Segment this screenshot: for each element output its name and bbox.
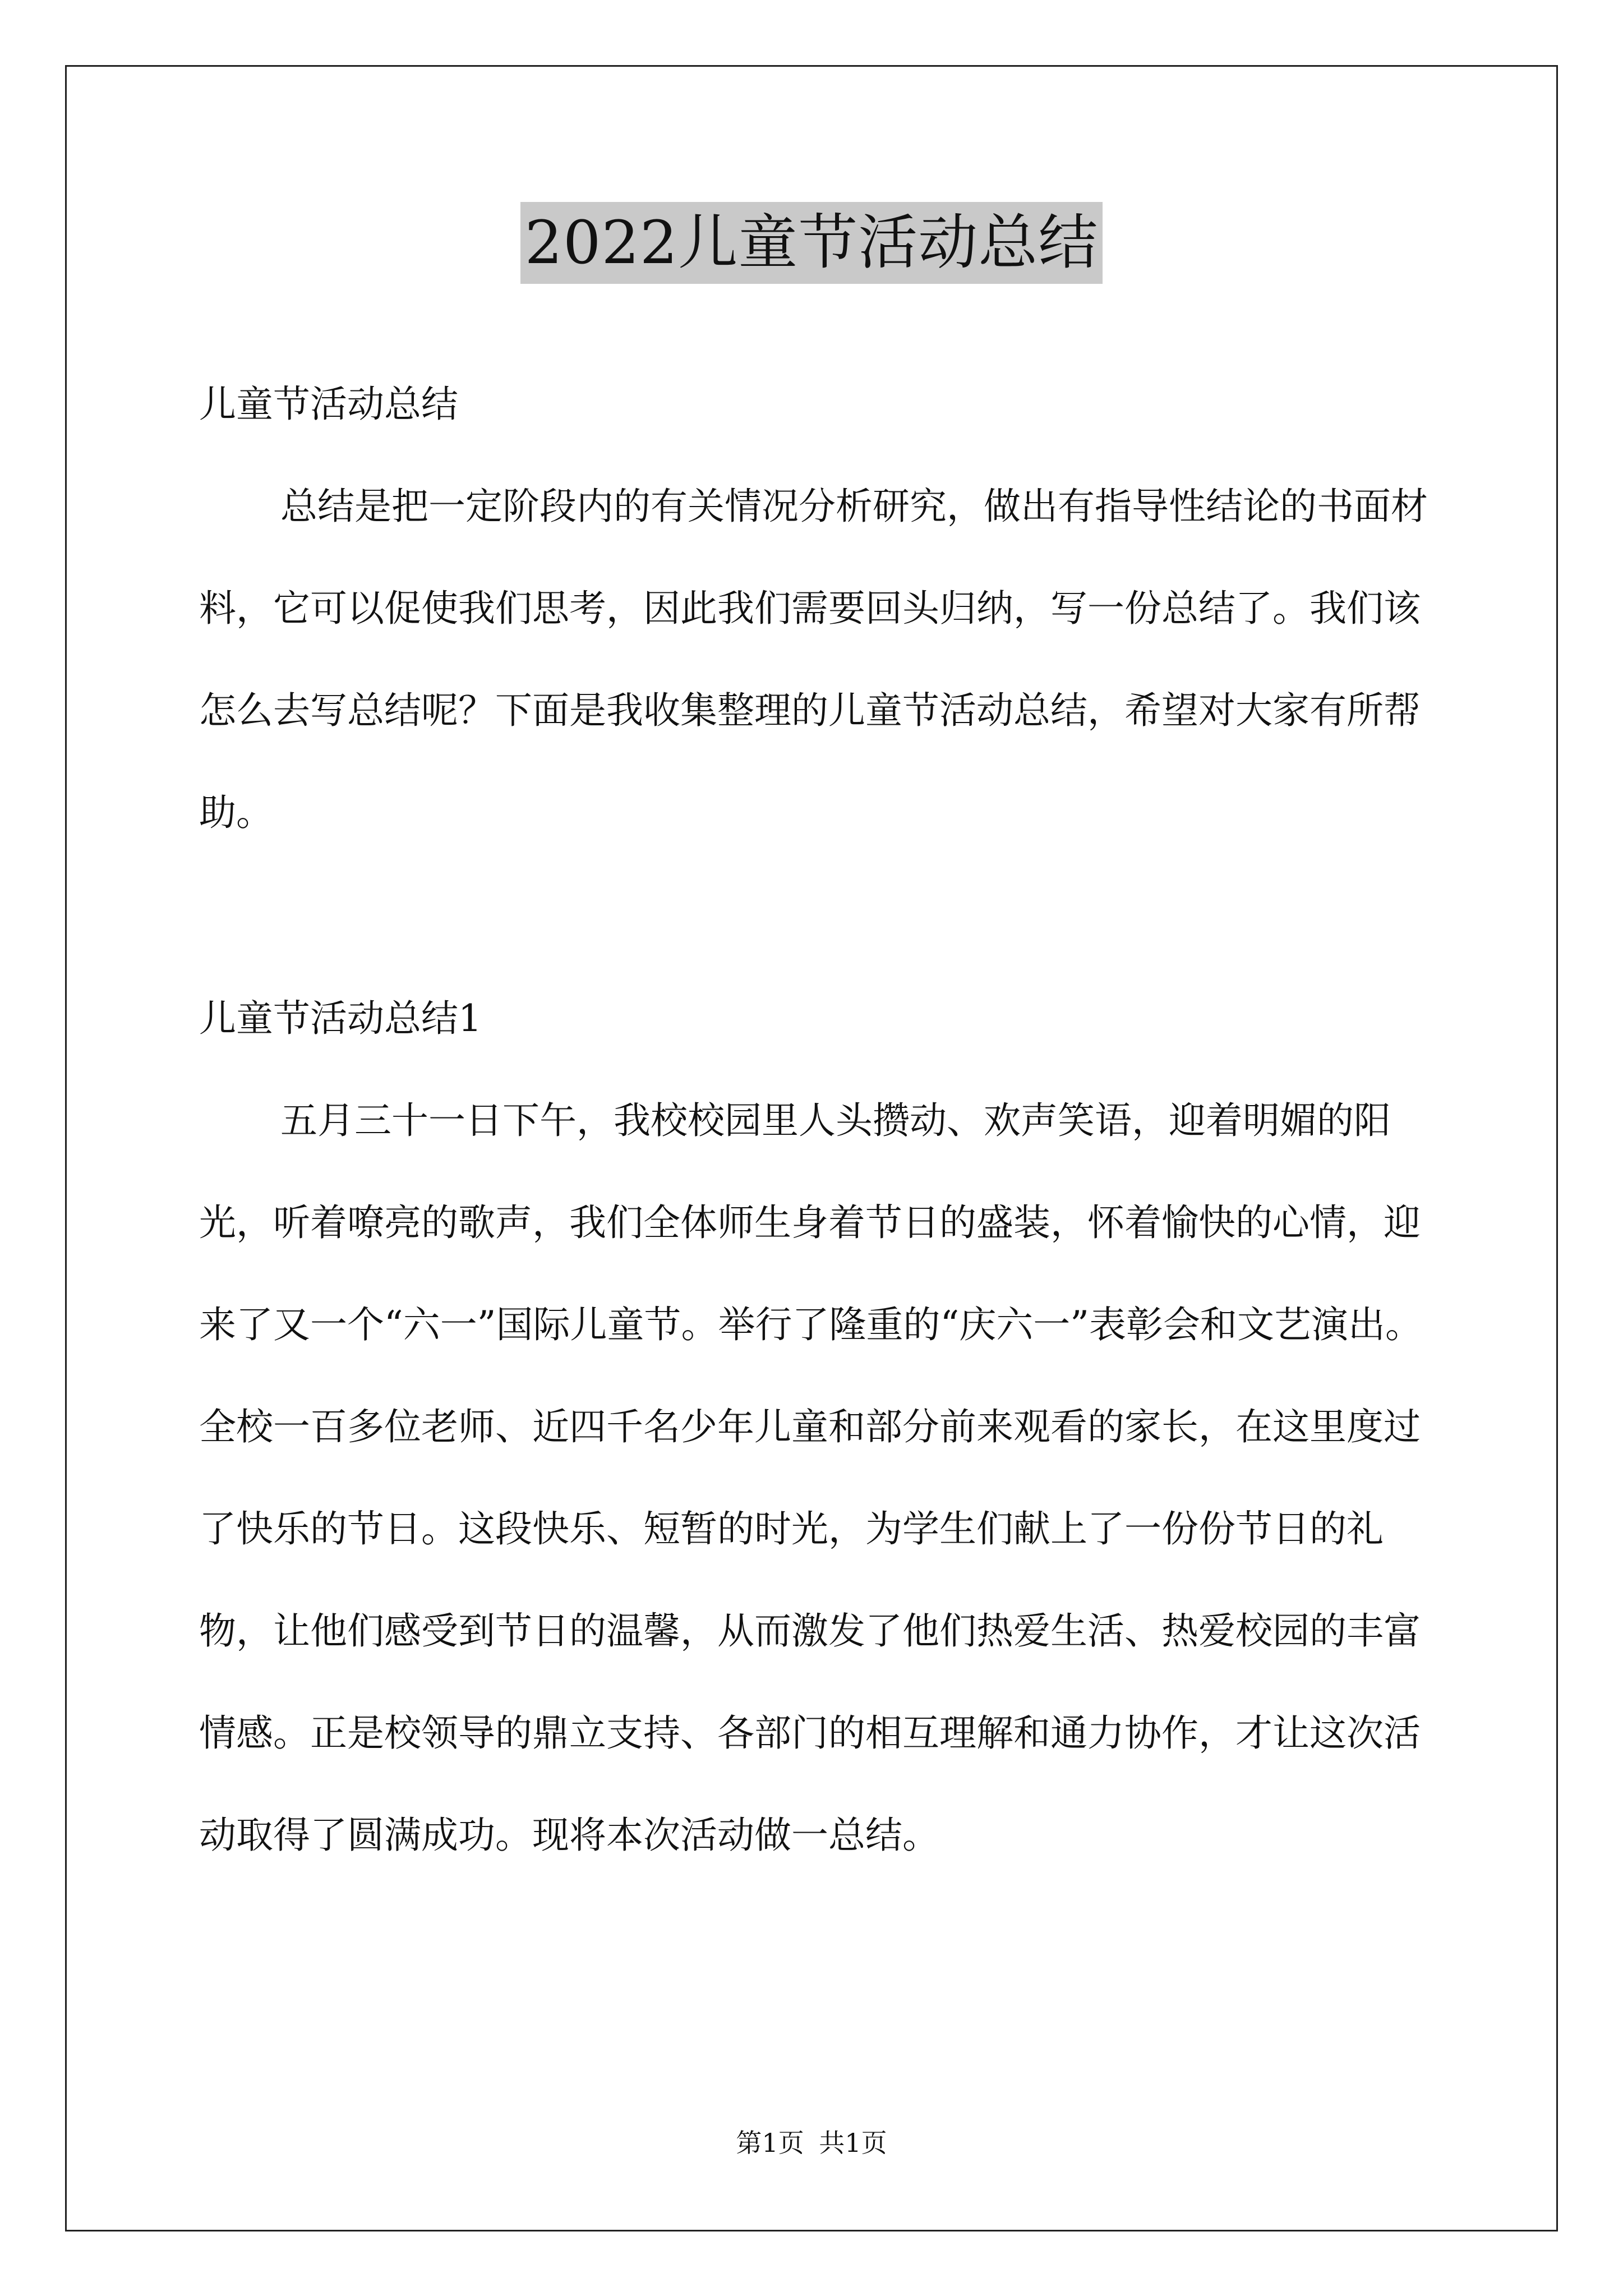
section-1-paragraph: 五月三十一日下午，我校校园里人头攒动、欢声笑语，迎着明媚的阳光，听着嘹亮的歌声，我们全体师生身着节日的盛装，怀着愉快的心情，迎来了又一个“六一”国际儿童节。举行了隆重的“庆六一”表彰会和文艺演出。全校一百多位老师、近四千名少年儿童和部分前来观看的家长，在这里度过了快乐的节日。这段快乐、短暂的时光，为学生们献上了一份份节日的礼物，让他们感受到节日的温馨，从而激发了他们热爱生活、热爱校园的丰富情感。正是校领导的鼎立支持、各部门的相互理解和通力协作，才让这次活动取得了圆满成功。现将本次活动做一总结。 xyxy=(199,1099,1422,1857)
document-subtitle: 儿童节活动总结 xyxy=(199,383,458,426)
intro-paragraph: 总结是把一定阶段内的有关情况分析研究，做出有指导性结论的书面材料，它可以促使我们思考，因此我们需要回头归纳，写一份总结了。我们该怎么去写总结呢？下面是我收集整理的儿童节活动总结，希望对大家有所帮助。 xyxy=(199,485,1428,834)
document-body xyxy=(199,353,1450,1887)
section-1-heading: 儿童节活动总结1 xyxy=(199,997,482,1040)
title-container xyxy=(0,202,1623,284)
document-title: 2022儿童节活动总结 xyxy=(520,202,1103,284)
page-footer: 第1页 共1页 xyxy=(736,2128,887,2158)
section-gap xyxy=(199,864,1450,968)
